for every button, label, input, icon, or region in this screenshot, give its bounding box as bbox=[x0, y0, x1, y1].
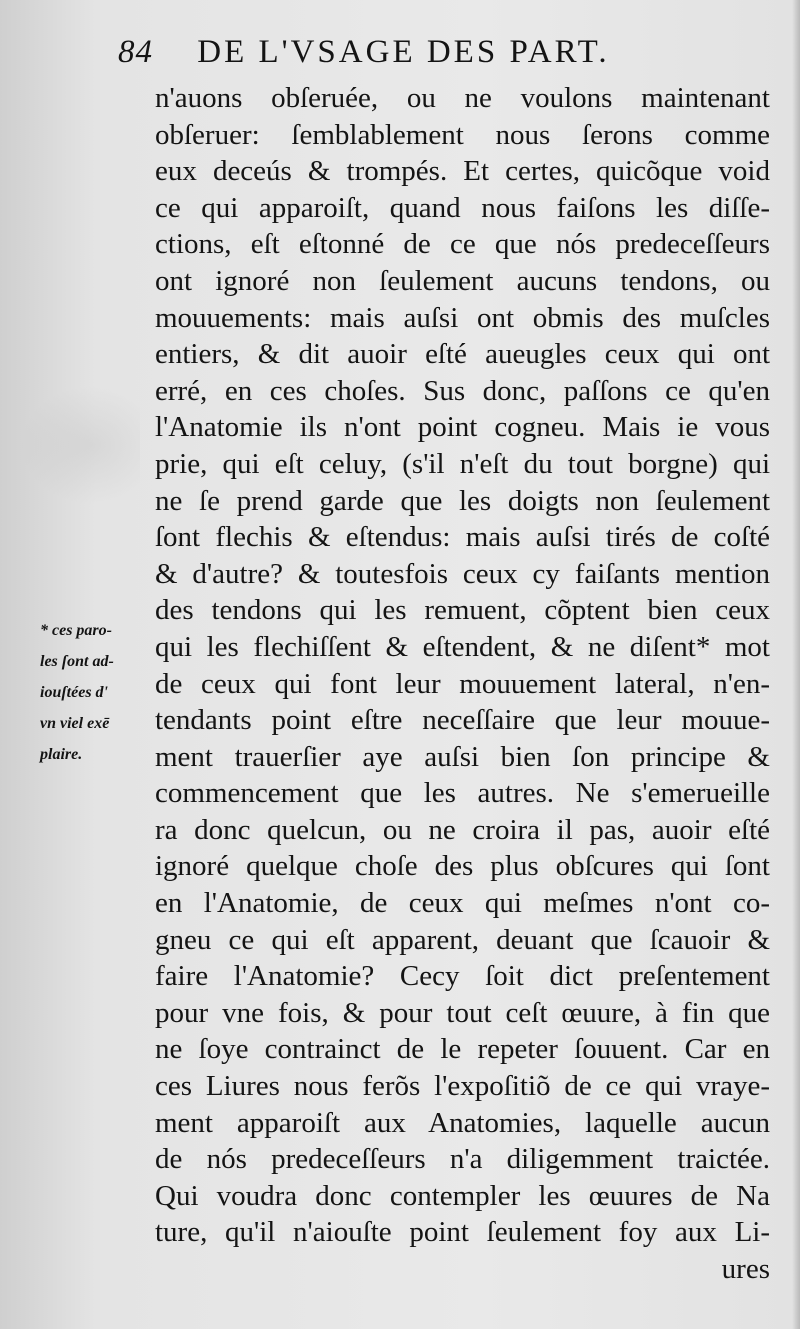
text-line: l'Anatomie ils n'ont point cogneu. Mais ie vous bbox=[155, 411, 770, 444]
text-line: & d'autre? & toutesfois ceux cy faiſants mention bbox=[155, 557, 770, 590]
text-line: obſeruer: ſemblablement nous ſerons comme bbox=[155, 118, 770, 151]
show-through-marks bbox=[20, 385, 140, 505]
text-line: ctions, eſt eſtonné de ce que nós predeceſſeurs bbox=[155, 228, 770, 261]
text-line: ra donc quelcun, ou ne croira il pas, auoir eſté bbox=[155, 813, 770, 846]
text-line: de ceux qui font leur mouuement lateral, n'en- bbox=[155, 667, 770, 700]
text-line: Qui voudra donc contempler les œuures de Na bbox=[155, 1179, 770, 1212]
text-line: erré, en ces choſes. Sus donc, paſſons ce qu'en bbox=[155, 374, 770, 407]
text-line: ment apparoiſt aux Anatomies, laquelle aucun bbox=[155, 1106, 770, 1139]
catchword: ures bbox=[721, 1253, 770, 1285]
text-line: commencement que les autres. Ne s'emerueille bbox=[155, 777, 770, 810]
margin-note-line: plaire. bbox=[40, 746, 83, 763]
text-line: ſont flechis & eſtendus: mais auſsi tirés de coſté bbox=[155, 521, 770, 554]
text-line: n'auons obſeruée, ou ne voulons maintenant bbox=[155, 82, 770, 114]
margin-note-line: iouſtées d' bbox=[40, 684, 108, 701]
text-line: ment trauerſier aye auſsi bien ſon principe & bbox=[155, 740, 770, 773]
text-line: prie, qui eſt celuy, (s'il n'eſt du tout borgne) qui bbox=[155, 447, 770, 480]
text-line: eux deceús & trompés. Et certes, quicõque void bbox=[155, 155, 770, 188]
text-line: tendants point eſtre neceſſaire que leur mouue- bbox=[155, 704, 770, 737]
margin-note bbox=[40, 615, 150, 770]
text-line: gneu ce qui eſt apparent, deuant que ſcauoir & bbox=[155, 923, 770, 956]
text-line: en l'Anatomie, de ceux qui meſmes n'ont co- bbox=[155, 887, 770, 920]
text-line: de nós predeceſſeurs n'a diligemment traictée. bbox=[155, 1143, 770, 1176]
text-line: qui les flechiſſent & eſtendent, & ne diſent* mot bbox=[155, 630, 770, 663]
text-line: ignoré quelque choſe des plus obſcures qui ſont bbox=[155, 850, 770, 883]
margin-note-line: * ces paro- bbox=[40, 622, 112, 639]
text-line: ces Liures nous ferõs l'expoſitiõ de ce qui vraye- bbox=[155, 1070, 770, 1103]
page-edge-shadow bbox=[792, 0, 800, 1329]
text-line: ne ſoye contrainct de le repeter ſouuent. Car en bbox=[155, 1033, 770, 1066]
text-line: entiers, & dit auoir eſté aueugles ceux qui ont bbox=[155, 338, 770, 371]
running-head bbox=[118, 34, 778, 80]
page-number: 84 bbox=[118, 34, 153, 70]
text-line: ture, qu'il n'aiouſte point ſeulement foy aux Li- bbox=[155, 1216, 770, 1249]
text-line: faire l'Anatomie? Cecy ſoit dict preſentement bbox=[155, 960, 770, 993]
main-text bbox=[155, 80, 770, 1288]
margin-note-line: vn viel exē bbox=[40, 715, 110, 732]
text-line: des tendons qui les remuent, cõptent bien ceux bbox=[155, 594, 770, 627]
text-line: ne ſe prend garde que les doigts non ſeulement bbox=[155, 484, 770, 517]
text-line: ont ignoré non ſeulement aucuns tendons, ou bbox=[155, 264, 770, 297]
text-line: mouuements: mais auſsi ont obmis des muſcles bbox=[155, 301, 770, 334]
text-line: ce qui apparoiſt, quand nous faiſons les diſſe- bbox=[155, 191, 770, 224]
text-line: pour vne fois, & pour tout ceſt œuure, à fin que bbox=[155, 996, 770, 1029]
running-title: DE L'VSAGE DES PART. bbox=[197, 34, 610, 70]
margin-note-line: les ſont ad- bbox=[40, 653, 114, 670]
